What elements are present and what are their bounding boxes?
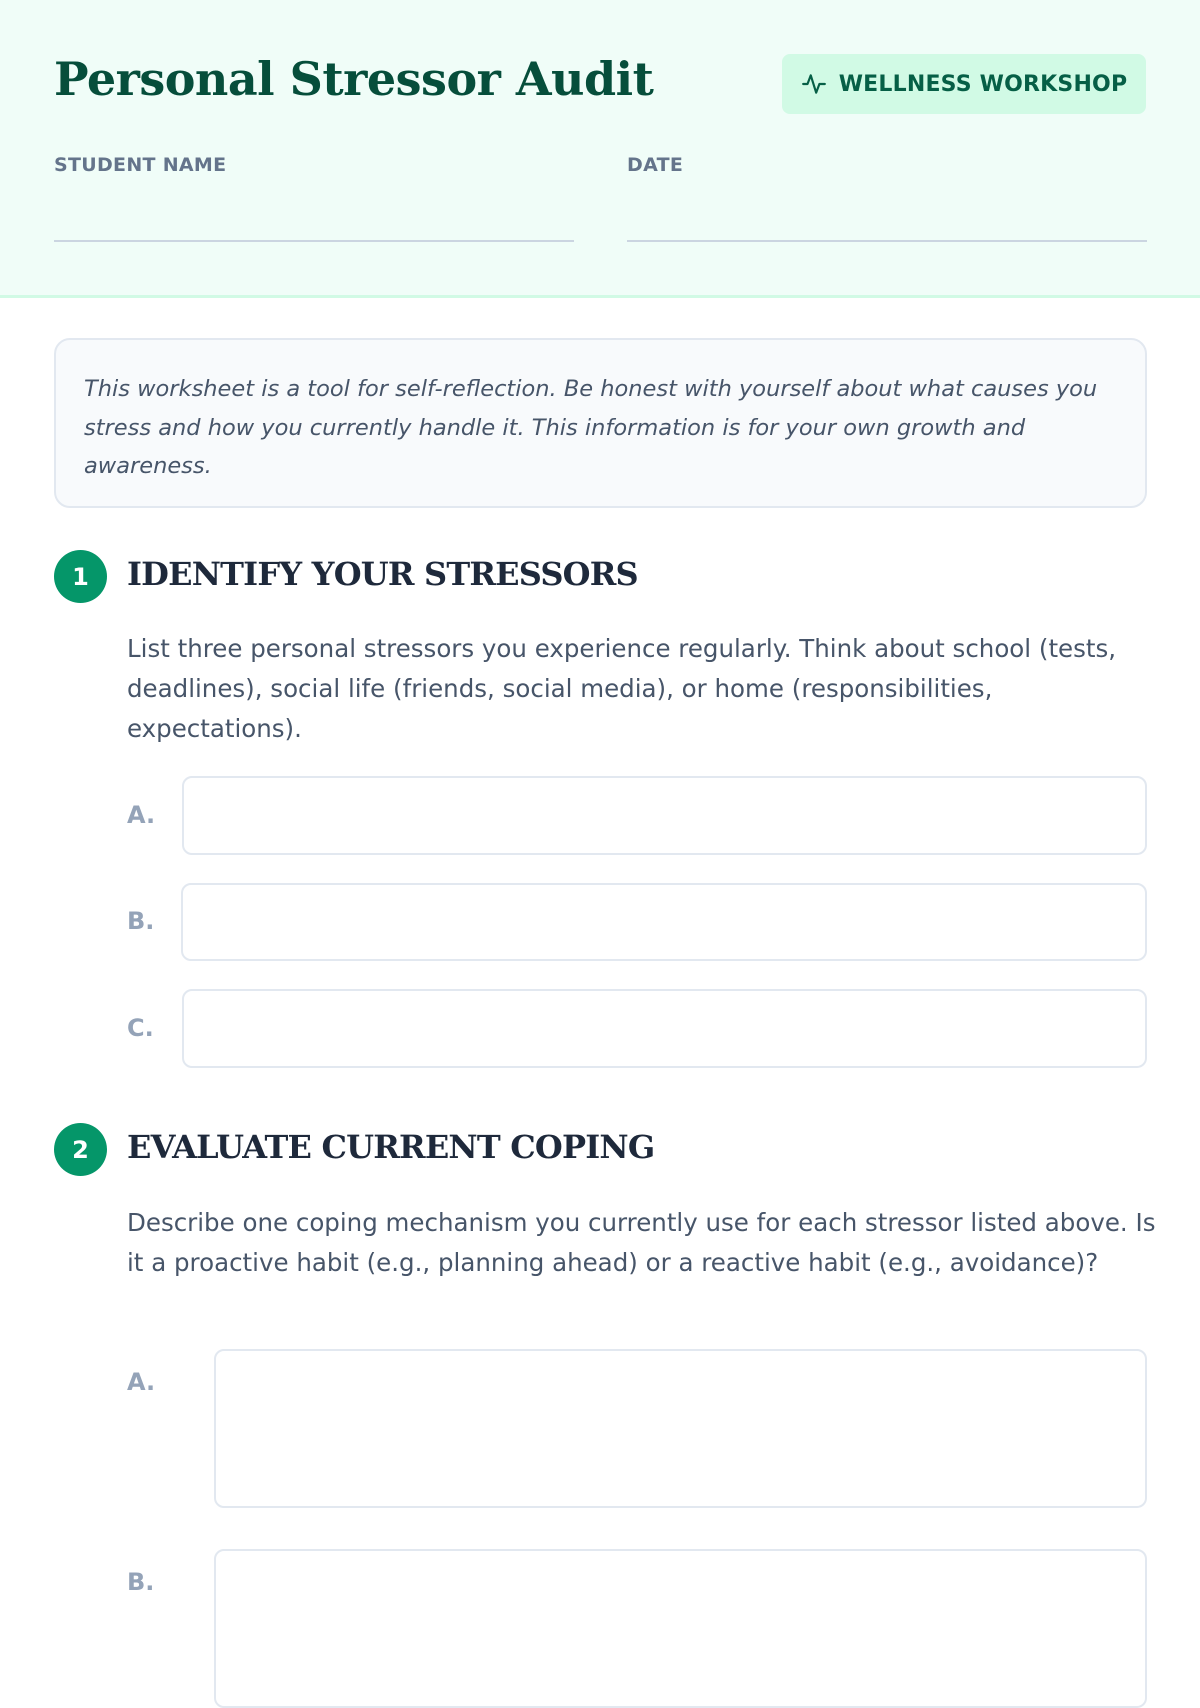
workshop-badge (782, 54, 1146, 114)
step-number-badge: 2 (54, 1123, 107, 1176)
worksheet-header (0, 0, 1200, 298)
coping-b-textarea[interactable] (214, 1549, 1147, 1708)
row-letter: A. (127, 801, 156, 829)
step-number-badge: 1 (54, 550, 107, 603)
date-label: DATE (627, 154, 684, 176)
intro-note-text: This worksheet is a tool for self-reflection. Be honest with yourself about what causes you stress and how you currently handle it. This information is for your own growth and awareness. (84, 376, 1098, 479)
intro-note (54, 338, 1147, 508)
section-title: EVALUATE CURRENT COPING (127, 1128, 655, 1166)
student-name-label: STUDENT NAME (54, 154, 227, 176)
stressor-b-input[interactable] (181, 883, 1147, 961)
section-description: Describe one coping mechanism you currently use for each stressor listed above. Is it a proactive habit (e.g., planning ahead) or a reactive habit (e.g., avoidance)? (127, 1208, 1156, 1277)
row-letter: B. (127, 907, 155, 935)
coping-a-textarea[interactable] (214, 1349, 1147, 1508)
stressor-c-input[interactable] (182, 989, 1147, 1068)
row-letter: B. (127, 1568, 155, 1596)
row-letter: C. (127, 1014, 154, 1042)
page-title: Personal Stressor Audit (54, 52, 654, 106)
date-field[interactable] (627, 240, 1147, 242)
badge-label: WELLNESS WORKSHOP (838, 71, 1128, 97)
stressor-a-input[interactable] (182, 776, 1147, 855)
row-letter: A. (127, 1368, 156, 1396)
student-name-field[interactable] (54, 240, 574, 242)
section-description: List three personal stressors you experience regularly. Think about school (tests, deadlines), social life (friends, social media), or home (responsibilities, expectations). (127, 634, 1117, 743)
section-title: IDENTIFY YOUR STRESSORS (127, 555, 638, 593)
activity-pulse-icon (801, 71, 827, 97)
